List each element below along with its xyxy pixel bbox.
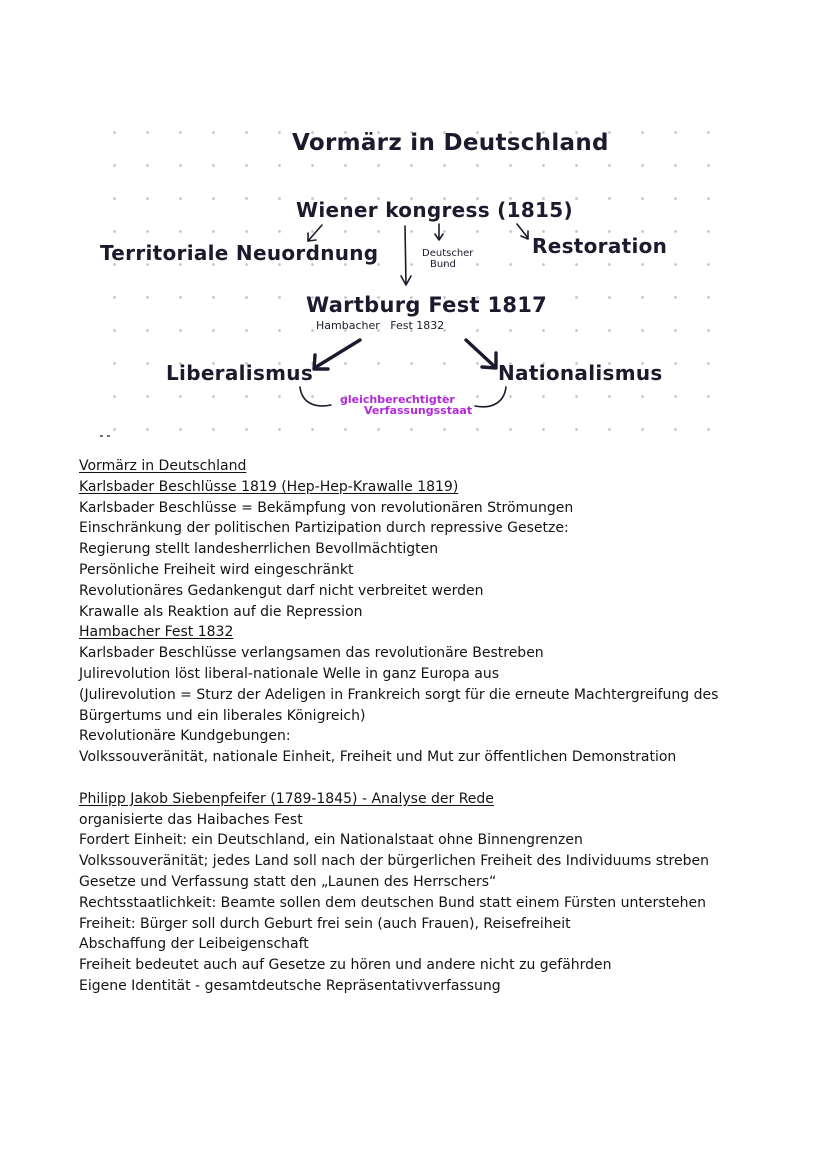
note-line: organisierte das Haibaches Fest — [79, 811, 303, 828]
diagram-title: Vormärz in Deutschland — [292, 130, 609, 156]
note-line: Freiheit bedeutet auch auf Gesetze zu hören und andere nicht zu gefährden — [79, 957, 612, 974]
note-line: Karlsbader Beschlüsse verlangsamen das revolutionäre Bestreben — [79, 645, 544, 662]
section-title-karlsbader: Karlsbader Beschlüsse 1819 (Hep-Hep-Krawalle 1819) — [79, 478, 459, 495]
diagram-common-line2: Verfassungsstaat — [364, 404, 473, 417]
note-line: Einschränkung der politischen Partizipation durch repressive Gesetze: — [79, 520, 569, 537]
arrow-to-liberalismus — [316, 340, 360, 367]
note-line: Krawalle als Reaktion auf die Repression — [79, 603, 363, 620]
arrow-to-territoriale — [308, 225, 322, 241]
diagram-liberalismus: Liberalismus — [166, 361, 314, 385]
diagram-common-line1: gleichberechtigter — [340, 393, 455, 406]
connector-curve — [300, 387, 331, 406]
note-line: Fordert Einheit: ein Deutschland, ein Nationalstaat ohne Binnengrenzen — [79, 832, 583, 849]
note-line: Regierung stellt landesherrlichen Bevollmächtigten — [79, 541, 439, 558]
arrow-to-wartburg — [405, 226, 406, 284]
section-title-siebenpfeifer: Philipp Jakob Siebenpfeifer (1789-1845) - Analyse der Rede — [79, 790, 494, 807]
note-line: Eigene Identität - gesamtdeutsche Repräsentativverfassung — [79, 977, 501, 994]
diagram-center-label: Wiener kongress (1815) — [296, 198, 573, 222]
note-line: Abschaffung der Leibeigenschaft — [79, 936, 309, 953]
diagram-middle-label-line1: Deutscher — [422, 248, 474, 259]
note-line: Volkssouveränität, nationale Einheit, Freiheit und Mut zur öffentlichen Demonstration — [79, 749, 677, 766]
note-line: (Julirevolution = Sturz der Adeligen in Frankreich sorgt für die erneute Machtergreifung des — [79, 686, 719, 703]
note-line: Volkssouveränität; jedes Land soll nach der bürgerlichen Freiheit des Individuums streben — [79, 853, 709, 870]
diagram-hambacher: Hambacher Fest 1832 — [316, 319, 445, 332]
note-line: Rechtsstaatlichkeit: Beamte sollen dem deutschen Bund statt einem Fürsten unterstehen — [79, 894, 706, 911]
note-line: Revolutionäres Gedankengut darf nicht verbreitet werden — [79, 582, 484, 599]
notes-heading: Vormärz in Deutschland — [79, 458, 247, 474]
mind-map-diagram — [94, 104, 734, 440]
section-title-hambacher: Hambacher Fest 1832 — [79, 624, 234, 641]
diagram-wartburg: Wartburg Fest 1817 — [306, 293, 548, 317]
notes-body — [79, 456, 759, 997]
diagram-right-branch: Restoration — [532, 234, 668, 258]
note-line: Gesetze und Verfassung statt den „Launen des Herrschers“ — [79, 873, 497, 890]
diagram-left-branch: Territoriale Neuordnung — [100, 241, 379, 265]
diagram-middle-label-line2: Bund — [430, 259, 456, 270]
note-line: Freiheit: Bürger soll durch Geburt frei sein (auch Frauen), Reisefreiheit — [79, 915, 571, 932]
arrow-to-nationalismus — [466, 340, 494, 366]
diagram-nationalismus: Nationalismus — [498, 361, 663, 385]
note-line: Bürgertums und ein liberales Königreich) — [79, 707, 366, 724]
note-line: Julirevolution löst liberal-nationale Welle in ganz Europa aus — [79, 665, 499, 682]
note-line: Karlsbader Beschlüsse = Bekämpfung von revolutionären Strömungen — [79, 499, 574, 516]
paragraph-gap — [79, 768, 759, 789]
note-line: Persönliche Freiheit wird eingeschränkt — [79, 561, 354, 578]
note-line: Revolutionäre Kundgebungen: — [79, 728, 291, 745]
